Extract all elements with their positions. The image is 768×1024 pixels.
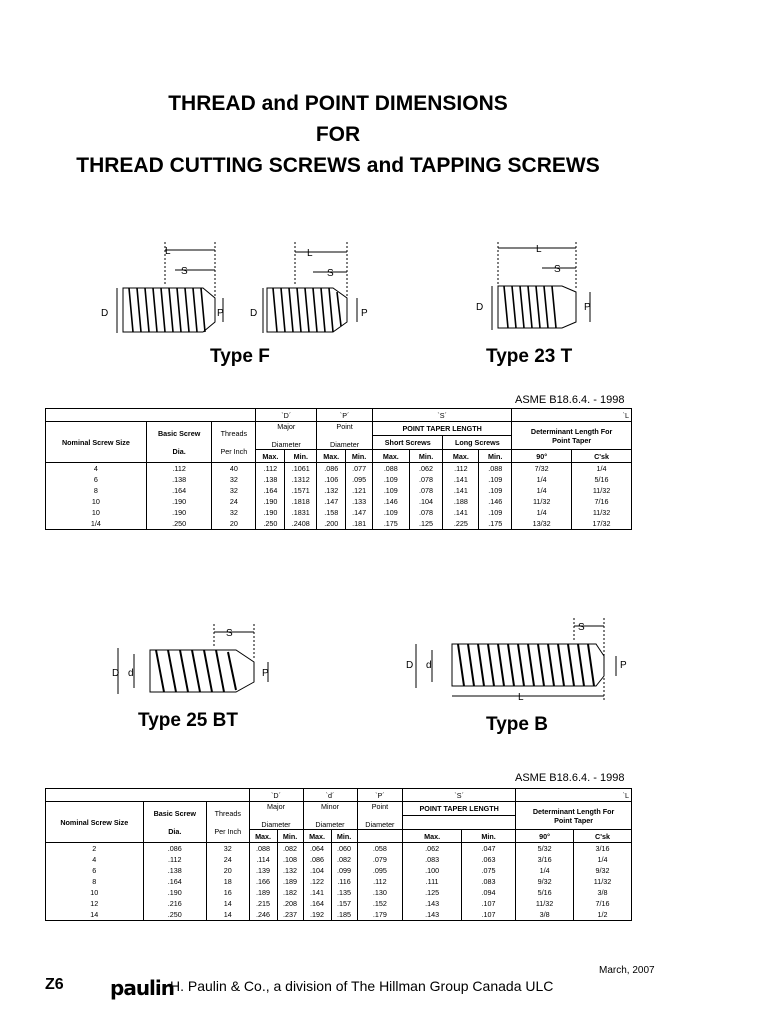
screw-2-threads [273,288,341,332]
table-cell: .109 [479,485,512,496]
table-cell: .078 [409,485,443,496]
major-head: Major Diameter [256,422,317,450]
table-cell: .164 [146,485,212,496]
type-f-label: Type F [210,346,270,367]
table-row [46,843,632,855]
screw-threads [458,644,594,686]
threads-head: Threads Per Inch [212,422,256,463]
table-cell: .106 [317,474,346,485]
table-cell: .109 [373,474,410,485]
table-cell: .152 [357,898,403,909]
table-cell: .125 [403,887,462,898]
col-s-head: `S´ [373,409,512,422]
d-label: D [406,660,414,671]
table-cell: 20 [212,518,256,530]
p-label: P [262,668,269,679]
table-cell: .190 [143,887,206,898]
point-head: Point Diameter [317,422,373,450]
p-label: P [584,302,591,313]
table-cell: .111 [403,876,462,887]
table-cell: .164 [143,876,206,887]
table-cell: 1/4 [512,474,572,485]
minor-head: Minor Diameter [303,802,357,830]
table-cell: 11/32 [516,898,574,909]
max-head: Max. [256,450,285,463]
table-cell: .122 [303,876,331,887]
table-cell: 18 [206,876,249,887]
table-cell: 16 [206,887,249,898]
table-cell: .250 [256,518,285,530]
table-cell: .047 [461,843,515,855]
table-cell: .146 [479,496,512,507]
taper-head: POINT TAPER LENGTH [403,802,516,816]
table-cell: .182 [277,887,303,898]
screw-2-l-label: L [307,248,313,259]
table-row [46,485,632,496]
table-cell: 1/2 [574,909,632,921]
table-cell: .086 [143,843,206,855]
table-cell: 9/32 [516,876,574,887]
table-cell: 1/4 [572,463,632,475]
table-cell: .109 [479,507,512,518]
min-head: Min. [479,450,512,463]
max-head: Max. [403,830,462,843]
table-cell: 5/16 [516,887,574,898]
table-cell: .135 [331,887,357,898]
paulin-logo: paulin [110,976,174,1000]
max-head: Max. [443,450,479,463]
table-cell: 7/32 [512,463,572,475]
table-cell: .190 [146,507,212,518]
table-cell: .190 [146,496,212,507]
page-title [0,88,676,181]
footer-company: H. Paulin & Co., a division of The Hillman Group Canada ULC [170,978,554,994]
table-cell: .216 [143,898,206,909]
type-f-diagram [95,238,385,338]
type-25-bt-diagram [108,622,288,698]
table-cell: .141 [303,887,331,898]
table-row [46,474,632,485]
table-cell: .141 [443,507,479,518]
table-cell: .1571 [285,485,317,496]
table-cell: .088 [479,463,512,475]
table-cell: .143 [403,909,462,921]
table-cell: 17/32 [572,518,632,530]
table-cell: 5/16 [572,474,632,485]
minor-d-label: d [426,660,432,671]
max-head: Max. [373,450,410,463]
d-label: D [112,668,120,679]
table-cell: .095 [346,474,373,485]
table-cell: .109 [373,485,410,496]
table-cell: 6 [46,865,144,876]
table-cell: .1831 [285,507,317,518]
screw-2-p-label: P [361,308,368,319]
table-cell: .138 [143,865,206,876]
table-cell: 24 [206,854,249,865]
table-cell: .175 [373,518,410,530]
table-cell: .088 [373,463,410,475]
table-cell: .146 [373,496,410,507]
screw-threads [156,650,236,692]
table-row [46,898,632,909]
table-cell: 40 [212,463,256,475]
basic-head: Basic Screw Dia. [146,422,212,463]
table-cell: .077 [346,463,373,475]
title-line-1: THREAD and POINT DIMENSIONS [168,92,508,115]
table-1-standard: ASME B18.6.4. - 1998 [515,394,625,406]
table-cell: .108 [277,854,303,865]
type-23-t-label: Type 23 T [486,346,573,367]
table-cell: 1/4 [516,865,574,876]
max-head: Max. [303,830,331,843]
table-cell: .133 [346,496,373,507]
col-l-head: `L [516,789,632,802]
table-cell: .200 [317,518,346,530]
table-cell: .107 [461,909,515,921]
table-cell: 7/16 [572,496,632,507]
table-cell: .250 [143,909,206,921]
table-cell: .189 [249,887,277,898]
table-cell: 8 [46,485,147,496]
taper-head: POINT TAPER LENGTH [373,422,512,436]
table-cell: 20 [206,865,249,876]
table-cell: 32 [212,507,256,518]
min-head: Min. [285,450,317,463]
table-cell: .130 [357,887,403,898]
table-cell: .114 [249,854,277,865]
max-head: Max. [249,830,277,843]
table-cell: .1312 [285,474,317,485]
table-cell: 24 [212,496,256,507]
table-cell: .079 [357,854,403,865]
table-cell: .083 [461,876,515,887]
table-cell: .225 [443,518,479,530]
table-2-body [46,843,632,921]
type-25-bt-label: Type 25 BT [138,710,238,731]
minor-d-label: d [128,668,134,679]
table-cell: .141 [443,485,479,496]
title-line-3: THREAD CUTTING SCREWS and TAPPING SCREWS [76,154,600,177]
table-cell: 3/16 [516,854,574,865]
table-cell: .088 [249,843,277,855]
table-cell: .107 [461,898,515,909]
table-cell: 10 [46,507,147,518]
table-cell: 3/8 [516,909,574,921]
table-cell: .058 [357,843,403,855]
table-cell: .215 [249,898,277,909]
table-cell: 1/4 [512,485,572,496]
table-cell: .062 [409,463,443,475]
col-minor-d-head: `d´ [303,789,357,802]
table-row [46,507,632,518]
table-cell: .157 [331,898,357,909]
table-cell: .112 [146,463,212,475]
table-cell: .095 [357,865,403,876]
csk-head: C'sk [574,830,632,843]
col-l-head: `L [512,409,632,422]
col-p-head: `P´ [357,789,403,802]
min-head: Min. [461,830,515,843]
table-cell: .104 [303,865,331,876]
table-cell: 3/16 [574,843,632,855]
screw-body [150,650,254,692]
table-cell: .064 [303,843,331,855]
screw-1-s-label: S [181,266,188,277]
table-cell: .082 [331,854,357,865]
table-cell: 14 [206,909,249,921]
table-cell: .143 [403,898,462,909]
table-cell: .109 [479,474,512,485]
max-head: Max. [317,450,346,463]
table-1-type-f-23 [45,408,632,530]
col-p-head: `P´ [317,409,373,422]
csk-head: C'sk [572,450,632,463]
table-cell: 11/32 [512,496,572,507]
table-cell: .147 [317,496,346,507]
table-cell: 13/32 [512,518,572,530]
table-cell: 14 [206,898,249,909]
table-cell: .139 [249,865,277,876]
table-cell: 32 [212,474,256,485]
table-cell: .099 [331,865,357,876]
table-cell: 11/32 [572,485,632,496]
table-cell: 14 [46,909,144,921]
screw-2-d-label: D [250,308,258,319]
table-cell: .112 [143,854,206,865]
table-cell: 9/32 [574,865,632,876]
screw-1-d-label: D [101,308,109,319]
table-cell: .192 [303,909,331,921]
determinant-head: Determinant Length For Point Taper [512,422,632,450]
table-cell: 10 [46,887,144,898]
table-cell: 32 [212,485,256,496]
table-cell: .062 [403,843,462,855]
p-label: P [620,660,627,671]
table-cell: 3/8 [574,887,632,898]
table-cell: .132 [317,485,346,496]
point-head: Point Diameter [357,802,403,830]
table-cell: .138 [256,474,285,485]
table-cell: .109 [373,507,410,518]
table-cell: 10 [46,496,147,507]
short-screws-head: Short Screws [373,436,443,450]
table-cell: .181 [346,518,373,530]
table-cell: .125 [409,518,443,530]
table-cell: .141 [443,474,479,485]
table-cell: .112 [357,876,403,887]
table-row [46,909,632,921]
table-cell: .112 [256,463,285,475]
deg-head: 90° [516,830,574,843]
table-cell: 1/4 [512,507,572,518]
table-cell: .164 [256,485,285,496]
l-label: L [536,244,542,255]
col-d-head: `D´ [249,789,303,802]
table-cell: 4 [46,854,144,865]
l-label: L [518,692,524,703]
threads-head: Threads Per Inch [206,802,249,843]
table-2-standard: ASME B18.6.4. - 1998 [515,772,625,784]
table-cell: .188 [443,496,479,507]
screw-2-s-label: S [327,268,334,279]
table-cell: 5/32 [516,843,574,855]
table-cell: .104 [409,496,443,507]
table-cell: .116 [331,876,357,887]
table-cell: 1/4 [574,854,632,865]
table-row [46,518,632,530]
table-cell: .121 [346,485,373,496]
table-row [46,463,632,475]
table-cell: .112 [443,463,479,475]
table-cell: .185 [331,909,357,921]
table-cell: .158 [317,507,346,518]
major-head: Major Diameter [249,802,303,830]
min-head: Min. [277,830,303,843]
table-1-body [46,463,632,530]
screw-threads [504,286,556,328]
col-d-head: `D´ [256,409,317,422]
table-row [46,887,632,898]
deg-head: 90° [512,450,572,463]
s-label: S [554,264,561,275]
table-cell: .075 [461,865,515,876]
table-cell: .164 [303,898,331,909]
table-cell: .208 [277,898,303,909]
table-cell: .060 [331,843,357,855]
table-cell: .175 [479,518,512,530]
type-23-t-diagram [472,238,612,334]
table-cell: .190 [256,507,285,518]
table-cell: 11/32 [572,507,632,518]
table-cell: 12 [46,898,144,909]
table-cell: .083 [403,854,462,865]
table-cell: 11/32 [574,876,632,887]
screw-1-p-label: P [217,308,224,319]
title-line-2: FOR [315,123,361,146]
table-cell: .166 [249,876,277,887]
table-cell: .082 [277,843,303,855]
table-cell: .250 [146,518,212,530]
nominal-head: Nominal Screw Size [46,422,147,463]
table-cell: .237 [277,909,303,921]
table-cell: .189 [277,876,303,887]
table-row [46,865,632,876]
table-cell: 32 [206,843,249,855]
table-cell: 2 [46,843,144,855]
table-cell: .086 [317,463,346,475]
min-head: Min. [346,450,373,463]
table-2-type-25-b [45,788,632,921]
basic-head: Basic Screw Dia. [143,802,206,843]
table-cell: 4 [46,463,147,475]
table-cell: .138 [146,474,212,485]
nominal-head: Nominal Screw Size [46,802,144,843]
type-b-diagram [400,616,632,706]
table-cell: .1061 [285,463,317,475]
s-label: S [226,628,233,639]
table-cell: .246 [249,909,277,921]
table-cell: .063 [461,854,515,865]
table-cell: .078 [409,474,443,485]
table-cell: .100 [403,865,462,876]
type-b-label: Type B [486,714,548,735]
min-head: Min. [409,450,443,463]
table-row [46,496,632,507]
table-row [46,876,632,887]
table-cell: .1818 [285,496,317,507]
s-label: S [578,622,585,633]
table-cell: .179 [357,909,403,921]
table-cell: 6 [46,474,147,485]
long-screws-head: Long Screws [443,436,512,450]
table-cell: 7/16 [574,898,632,909]
table-cell: .132 [277,865,303,876]
table-cell: .2408 [285,518,317,530]
table-cell: 8 [46,876,144,887]
footer-date: March, 2007 [599,965,655,976]
table-cell: .190 [256,496,285,507]
screw-1-l-label: L [165,246,171,257]
table-cell: .078 [409,507,443,518]
d-label: D [476,302,484,313]
table-cell: .086 [303,854,331,865]
min-head: Min. [331,830,357,843]
page-number: Z6 [45,976,64,993]
table-cell: .094 [461,887,515,898]
screw-1-threads [129,288,205,332]
table-cell: .147 [346,507,373,518]
table-cell: 1/4 [46,518,147,530]
table-row [46,854,632,865]
col-s-head: `S´ [403,789,516,802]
determinant-head: Determinant Length For Point Taper [516,802,632,830]
